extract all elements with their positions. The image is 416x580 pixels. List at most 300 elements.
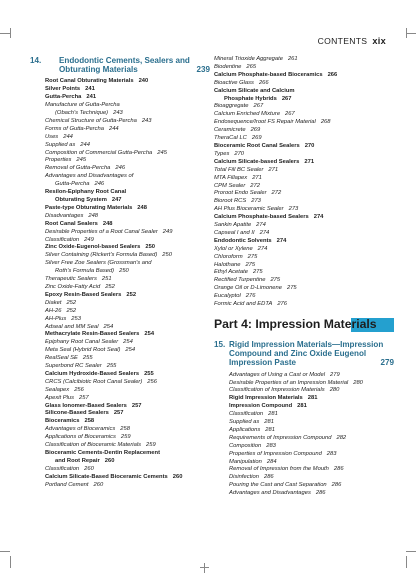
toc-entry-title: Desirable Properties of an Impression Material <box>229 379 349 386</box>
toc-entry-page: 286 <box>331 482 342 489</box>
toc-entry-page: 286 <box>315 490 326 497</box>
toc-entry-title: Roth's Formula Based) <box>55 268 115 275</box>
toc-entry[interactable] <box>229 443 394 451</box>
toc-entry[interactable] <box>214 143 394 151</box>
toc-entry[interactable] <box>229 482 394 490</box>
toc-entry-page: 275 <box>245 261 256 268</box>
toc-entry-page: 274 <box>256 222 266 229</box>
toc-entry[interactable] <box>45 482 210 490</box>
toc-entry[interactable] <box>45 292 210 300</box>
crop-mark <box>0 33 10 34</box>
toc-entry[interactable] <box>45 181 210 189</box>
toc-entry-page: 249 <box>162 228 173 235</box>
crop-mark <box>204 563 205 573</box>
toc-entry-page: 253 <box>71 315 81 322</box>
toc-entry[interactable] <box>45 213 210 221</box>
toc-entry-page: 255 <box>144 370 154 377</box>
toc-entry[interactable] <box>45 134 210 142</box>
toc-entry-page: 280 <box>353 379 363 386</box>
toc-entry-title: AH Plus Bioceramic Sealer <box>214 206 284 213</box>
toc-entry[interactable] <box>229 411 394 419</box>
toc-entry[interactable] <box>229 403 394 411</box>
toc-entry-title: AH-Plus <box>45 315 67 322</box>
toc-entry-title: Sankin Apatite <box>214 222 252 229</box>
toc-entry-title: Applications <box>229 426 261 433</box>
toc-entry-page: 250 <box>145 244 156 251</box>
toc-entry[interactable] <box>214 214 394 222</box>
toc-entry-title: Properties <box>45 157 72 164</box>
toc-entry-title: Advantages and Disadvantages of <box>45 173 134 180</box>
toc-entry-title: (Obach's Technique) <box>55 110 109 117</box>
toc-entry-title: Supplied as <box>45 141 76 148</box>
toc-entry-title: Classification <box>229 411 264 418</box>
toc-entry-title: Portland Cement <box>45 481 89 488</box>
running-header <box>318 36 386 46</box>
toc-entry-page: 283 <box>266 442 276 449</box>
toc-entry[interactable] <box>45 110 210 118</box>
toc-entry-page: 257 <box>79 394 89 401</box>
toc-entry-page: 241 <box>85 86 95 93</box>
toc-entry-page: 245 <box>76 157 87 164</box>
toc-entry-page: 276 <box>277 301 287 308</box>
toc-entry[interactable] <box>45 205 210 213</box>
toc-entry-page: 271 <box>252 174 262 181</box>
toc-entry-page: 275 <box>286 285 297 292</box>
toc-entry-title: Xylol or Xylene <box>214 245 253 252</box>
toc-entry[interactable] <box>229 490 394 498</box>
toc-entry-title: Bioceramic Cements-Dentin Replacement <box>45 450 161 456</box>
toc-entry-title: Desirable Properties of a Root Canal Sealer <box>45 228 158 235</box>
toc-entry[interactable] <box>229 387 394 395</box>
toc-entry-title: Sealapex <box>45 386 70 393</box>
toc-entry[interactable] <box>45 300 210 308</box>
toc-entry-page: 280 <box>329 387 340 394</box>
toc-entry[interactable] <box>45 458 210 466</box>
toc-entry[interactable] <box>45 150 210 158</box>
toc-entry[interactable] <box>45 102 210 110</box>
toc-entry-title: Epoxy Resin-Based Sealers <box>45 291 122 298</box>
toc-entry[interactable] <box>214 88 394 96</box>
toc-entry-page: 247 <box>111 197 122 203</box>
toc-entry-page: 257 <box>113 410 124 417</box>
toc-entry[interactable] <box>45 347 210 355</box>
toc-entry-page: 254 <box>125 347 136 354</box>
toc-entry[interactable] <box>214 175 394 183</box>
toc-entry-title: Manufacture of Gutta-Percha <box>45 102 120 109</box>
toc-entry-page: 269 <box>250 127 261 134</box>
toc-entry[interactable] <box>214 111 394 119</box>
toc-entry[interactable] <box>45 331 210 339</box>
toc-entry-page: 260 <box>84 465 94 472</box>
toc-entry-page: 252 <box>105 283 115 290</box>
chapter-title-line: Impression Paste <box>229 358 297 368</box>
toc-entry-page: 266 <box>327 71 338 78</box>
toc-entry[interactable] <box>214 230 394 238</box>
toc-entry-title: Manipulation <box>229 458 262 465</box>
toc-entry-page: 256 <box>74 386 84 393</box>
toc-entry-title: Methacrylate Resin-Based Sealers <box>45 331 140 338</box>
toc-entry-page: 250 <box>162 252 172 259</box>
toc-entry-page: 274 <box>257 245 268 252</box>
toc-entry-page: 275 <box>252 269 263 276</box>
toc-entry[interactable] <box>45 379 210 387</box>
toc-entry-title: Eucalyptol <box>214 293 241 300</box>
toc-entry[interactable] <box>214 190 394 198</box>
toc-entry-title: Phosphate Hybrids <box>224 95 277 102</box>
toc-entry[interactable] <box>229 459 394 467</box>
toc-entry-page: 273 <box>251 198 261 205</box>
toc-entry-title: Gutta-Percha <box>55 181 90 188</box>
toc-entry[interactable] <box>214 246 394 254</box>
toc-entry[interactable] <box>214 293 394 301</box>
toc-entry-title: Root Canal Obturating Materials <box>45 78 134 85</box>
chapter-number: 14. <box>30 56 42 65</box>
toc-entry-list <box>214 372 394 499</box>
toc-entry-title: Calcium Phosphate-based Sealers <box>214 214 309 221</box>
toc-entry-title: Endosequence/Iroot FS Repair Material <box>214 119 316 126</box>
toc-entry-title: Advantages of Bioceramics <box>45 426 116 433</box>
toc-entry[interactable] <box>229 395 394 403</box>
crop-mark <box>10 28 11 38</box>
toc-entry[interactable] <box>214 135 394 143</box>
toc-entry-title: Formic Acid and EDTA <box>214 301 273 308</box>
toc-entry-title: Ethyl Acetate <box>214 269 248 276</box>
toc-entry-title: Capseal I and II <box>214 229 255 236</box>
toc-entry-page: 260 <box>104 457 115 464</box>
toc-entry-list <box>214 56 394 309</box>
toc-entry-title: Obturating System <box>55 197 107 203</box>
toc-entry[interactable] <box>45 324 210 332</box>
toc-entry[interactable] <box>45 308 210 316</box>
toc-entry[interactable] <box>214 119 394 127</box>
toc-entry-page: 251 <box>101 276 112 283</box>
toc-entry-title: Silicone-Based Sealers <box>45 410 109 417</box>
toc-entry-title: Apexit Plus <box>45 394 74 401</box>
toc-entry-page: 259 <box>146 442 156 449</box>
toc-entry-title: Bioroot RCS <box>214 198 247 205</box>
toc-entry-title: RealSeal SE <box>45 355 78 362</box>
crop-mark <box>406 551 416 552</box>
toc-entry[interactable] <box>45 173 210 181</box>
toc-entry[interactable] <box>45 466 210 474</box>
toc-entry-title: and Root Repair <box>55 457 100 464</box>
toc-entry-page: 279 <box>330 371 340 378</box>
chapter-page: 279 <box>380 358 394 368</box>
toc-entry-page: 272 <box>271 190 282 197</box>
toc-entry[interactable] <box>214 151 394 159</box>
toc-entry-page: 252 <box>66 299 77 306</box>
toc-entry-page: 248 <box>137 204 147 211</box>
toc-entry-page: 273 <box>288 206 299 213</box>
toc-entry[interactable] <box>214 56 394 64</box>
toc-entry-title: Proroot Endo Sealer <box>214 190 267 197</box>
toc-entry[interactable] <box>214 238 394 246</box>
toc-entry[interactable] <box>214 64 394 72</box>
toc-entry[interactable] <box>229 451 394 459</box>
toc-entry-page: 244 <box>108 125 119 132</box>
toc-entry-page: 281 <box>265 426 275 433</box>
toc-entry-page: 246 <box>94 181 105 188</box>
toc-entry-title: Removal of Gutta-Percha <box>45 165 111 172</box>
toc-entry[interactable] <box>45 434 210 442</box>
toc-entry-title: Bioaggregate <box>214 103 249 110</box>
toc-entry-page: 258 <box>120 426 130 433</box>
toc-entry-page: 281 <box>307 395 318 402</box>
toc-entry-title: AH-26 <box>45 307 62 314</box>
toc-entry[interactable] <box>45 284 210 292</box>
toc-entry-page: 249 <box>84 236 94 243</box>
toc-entry-title: Resilon-Epiphany Root Canal <box>45 189 127 196</box>
toc-entry[interactable] <box>45 78 210 86</box>
toc-entry[interactable] <box>45 410 210 418</box>
toc-entry[interactable] <box>45 197 210 205</box>
crop-mark <box>10 556 11 568</box>
toc-entry-title: Calcium Hydroxide-Based Sealers <box>45 370 140 377</box>
toc-entry-page: 283 <box>326 450 337 457</box>
toc-entry-page: 250 <box>119 268 129 275</box>
toc-entry[interactable] <box>45 442 210 450</box>
toc-entry-title: Calcium Silicate-based Sealers <box>214 158 300 165</box>
toc-entry-title: Paste-type Obturating Materials <box>45 204 133 211</box>
toc-entry-page: 276 <box>245 293 256 300</box>
toc-entry[interactable] <box>45 252 210 260</box>
toc-entry[interactable] <box>214 80 394 88</box>
toc-entry-title: Removal of Impression from the Mouth <box>229 466 329 473</box>
toc-entry-page: 254 <box>103 323 114 330</box>
toc-entry-title: Endodontic Solvents <box>214 237 272 244</box>
toc-entry-page: 281 <box>264 419 274 426</box>
toc-entry-page: 255 <box>82 355 93 362</box>
toc-entry-title: Zinc Oxide-Eugenol-based Sealers <box>45 244 141 251</box>
toc-entry[interactable] <box>45 244 210 252</box>
toc-entry[interactable] <box>214 127 394 135</box>
toc-entry[interactable] <box>214 277 394 285</box>
toc-entry-page: 267 <box>281 95 292 102</box>
toc-entry-title: Silver Free Zoe Sealers (Grossman's and <box>45 260 152 267</box>
part-title: Part 4: Impression Materials <box>214 317 377 331</box>
toc-entry[interactable] <box>45 118 210 126</box>
crop-mark <box>200 567 209 568</box>
toc-entry[interactable] <box>214 206 394 214</box>
toc-entry-page: 281 <box>268 411 278 418</box>
toc-entry[interactable] <box>45 260 210 268</box>
toc-entry-title: Superbond RC Sealer <box>45 363 102 370</box>
toc-entry-title: Meta Seal (Hybrid Root Seal) <box>45 347 121 354</box>
toc-entry[interactable] <box>45 157 210 165</box>
toc-entry-page: 244 <box>80 141 90 148</box>
toc-entry[interactable] <box>45 474 210 482</box>
toc-entry-title: Disinfection <box>229 474 259 481</box>
toc-entry[interactable] <box>45 189 210 197</box>
toc-entry-title: Calcium Phosphate-based Bioceramics <box>214 71 323 78</box>
toc-entry-page: 243 <box>141 117 152 124</box>
toc-entry-title: Glass Ionomer-Based Sealers <box>45 402 127 409</box>
toc-entry-title: Mineral Trioxide Aggregate <box>214 56 283 62</box>
toc-entry-page: 241 <box>86 94 97 101</box>
toc-entry-title: TheraCal LC <box>214 135 247 142</box>
header-page-number: xix <box>372 36 386 46</box>
toc-entry-title: Composition of Commercial Gutta-Percha <box>45 149 153 156</box>
toc-entry-title: Pouring the Cast and Cast Separation <box>229 482 327 489</box>
toc-entry[interactable] <box>229 372 394 380</box>
toc-entry-title: Disadvantages <box>45 212 84 219</box>
toc-entry-page: 260 <box>172 473 183 480</box>
toc-entry-title: Total Fill BC Sealer <box>214 166 264 173</box>
toc-entry-title: Calcium Enriched Mixture <box>214 111 281 118</box>
toc-entry-page: 275 <box>270 277 281 284</box>
toc-entry[interactable] <box>45 126 210 134</box>
toc-entry-page: 284 <box>266 458 277 465</box>
toc-entry-title: Forms of Gutta-Percha <box>45 125 104 132</box>
toc-entry[interactable] <box>229 435 394 443</box>
toc-entry[interactable] <box>45 355 210 363</box>
toc-entry-title: Silver Containing (Rickert's Formula Based) <box>45 252 158 259</box>
toc-left-column <box>30 56 210 490</box>
toc-entry-title: Chemical Structure of Gutta-Percha <box>45 117 137 124</box>
toc-entry-title: Root Canal Sealers <box>45 220 98 227</box>
toc-entry-page: 271 <box>304 158 315 165</box>
toc-entry-title: MTA Fillapex <box>214 174 248 181</box>
toc-entry[interactable] <box>214 222 394 230</box>
crop-mark <box>0 551 10 552</box>
toc-entry-title: CPM Sealer <box>214 182 246 189</box>
toc-entry-title: Zinc Oxide-Fatty Acid <box>45 283 101 290</box>
header-label: CONTENTS <box>317 36 368 46</box>
toc-entry-page: 252 <box>66 307 77 314</box>
toc-entry-title: Halothane <box>214 261 241 268</box>
toc-entry[interactable] <box>45 276 210 284</box>
toc-entry-page: 274 <box>313 214 324 221</box>
chapter-title-line: Obturating Materials <box>59 65 138 75</box>
toc-entry[interactable] <box>45 268 210 276</box>
chapter-14-heading[interactable] <box>30 56 210 75</box>
toc-entry-page: 266 <box>258 79 269 86</box>
toc-entry-page: 254 <box>144 331 155 338</box>
toc-entry[interactable] <box>229 474 394 482</box>
toc-entry-page: 275 <box>247 253 258 260</box>
toc-entry-page: 271 <box>268 166 279 173</box>
toc-entry-title: Impression Compound <box>229 403 293 410</box>
toc-entry-page: 281 <box>297 403 307 410</box>
toc-entry-page: 248 <box>88 212 99 219</box>
toc-entry[interactable] <box>214 262 394 270</box>
toc-entry-page: 267 <box>253 103 264 110</box>
toc-entry[interactable] <box>214 167 394 175</box>
toc-entry[interactable] <box>45 426 210 434</box>
toc-entry-title: Classification <box>45 465 80 472</box>
toc-entry[interactable] <box>229 427 394 435</box>
toc-entry[interactable] <box>214 183 394 191</box>
part-heading <box>214 316 394 334</box>
toc-entry-page: 257 <box>131 402 142 409</box>
toc-entry[interactable] <box>45 165 210 173</box>
toc-entry-title: Diaket <box>45 299 62 306</box>
toc-entry-title: Biodentine <box>214 63 242 70</box>
toc-entry-page: 244 <box>63 133 73 140</box>
toc-entry-page: 245 <box>157 149 167 156</box>
toc-entry-title: Bioceramics <box>45 418 80 425</box>
chapter-title-line: Rigid Impression Materials—Impression <box>229 340 384 349</box>
toc-entry-page: 254 <box>123 339 133 346</box>
toc-entry-page: 243 <box>113 110 123 117</box>
toc-entry[interactable] <box>45 395 210 403</box>
crop-mark <box>406 556 407 568</box>
chapter-15-heading[interactable] <box>214 340 394 368</box>
toc-entry-page: 248 <box>102 220 113 227</box>
toc-entry[interactable] <box>45 86 210 94</box>
toc-entry-title: Composition <box>229 442 262 449</box>
toc-entry-title: Rigid Impression Materials <box>229 395 303 402</box>
toc-entry-title: Ceramicrete <box>214 127 246 134</box>
toc-entry-page: 259 <box>120 434 131 441</box>
toc-entry-page: 269 <box>251 135 262 142</box>
toc-entry[interactable] <box>214 269 394 277</box>
toc-entry-title: Applications of Bioceramics <box>45 434 116 441</box>
toc-entry-page: 256 <box>147 378 157 385</box>
toc-entry-page: 260 <box>93 481 104 488</box>
toc-entry[interactable] <box>45 237 210 245</box>
toc-entry[interactable] <box>214 301 394 309</box>
toc-entry-title: Advantages and Disadvantages <box>229 490 311 497</box>
toc-entry-page: 286 <box>263 474 274 481</box>
toc-entry-page: 272 <box>250 182 260 189</box>
toc-entry[interactable] <box>214 285 394 293</box>
toc-entry-page: 265 <box>246 63 257 70</box>
toc-entry-page: 270 <box>234 150 245 157</box>
toc-entry-title: Requirements of Impression Compound <box>229 434 332 441</box>
toc-entry[interactable] <box>45 229 210 237</box>
toc-entry[interactable] <box>45 418 210 426</box>
toc-entry-title: Epiphany Root Canal Sealer <box>45 339 119 346</box>
toc-entry-title: Calcium Silicate and Calcium <box>214 87 295 94</box>
toc-entry[interactable] <box>214 103 394 111</box>
toc-entry[interactable] <box>45 363 210 371</box>
toc-entry-page: 274 <box>259 229 270 236</box>
toc-entry-title: Classification of Impression Materials <box>229 387 325 394</box>
toc-entry[interactable] <box>45 94 210 102</box>
toc-entry[interactable] <box>45 403 210 411</box>
toc-entry-title: Chloroform <box>214 253 243 260</box>
toc-entry-title: Classification of Bioceramic Materials <box>45 442 142 449</box>
toc-entry[interactable] <box>214 198 394 206</box>
toc-entry-title: Bioceramic Root Canal Sealers <box>214 142 300 149</box>
toc-entry[interactable] <box>45 371 210 379</box>
toc-entry-title: Therapeutic Sealers <box>45 276 97 283</box>
chapter-page: 239 <box>196 65 210 75</box>
toc-entry-title: Advantages of Using a Cast or Model <box>229 371 326 378</box>
toc-entry-page: 267 <box>285 111 295 118</box>
toc-entry[interactable] <box>45 450 210 458</box>
toc-entry[interactable] <box>45 387 210 395</box>
toc-entry[interactable] <box>45 142 210 150</box>
toc-entry[interactable] <box>214 96 394 104</box>
toc-entry-page: 246 <box>115 165 126 172</box>
toc-entry[interactable] <box>229 466 394 474</box>
toc-entry[interactable] <box>229 380 394 388</box>
toc-entry-page: 268 <box>320 119 331 126</box>
toc-entry[interactable] <box>214 72 394 80</box>
toc-entry[interactable] <box>45 316 210 324</box>
toc-entry[interactable] <box>45 339 210 347</box>
toc-entry-page: 282 <box>336 434 347 441</box>
toc-entry[interactable] <box>45 221 210 229</box>
toc-entry[interactable] <box>214 254 394 262</box>
toc-entry-title: Uses <box>45 133 59 140</box>
chapter-number: 15. <box>214 340 226 349</box>
toc-entry[interactable] <box>229 419 394 427</box>
toc-entry-title: Calcium Silicate-Based Bioceramic Cements <box>45 473 168 480</box>
toc-entry[interactable] <box>214 159 394 167</box>
